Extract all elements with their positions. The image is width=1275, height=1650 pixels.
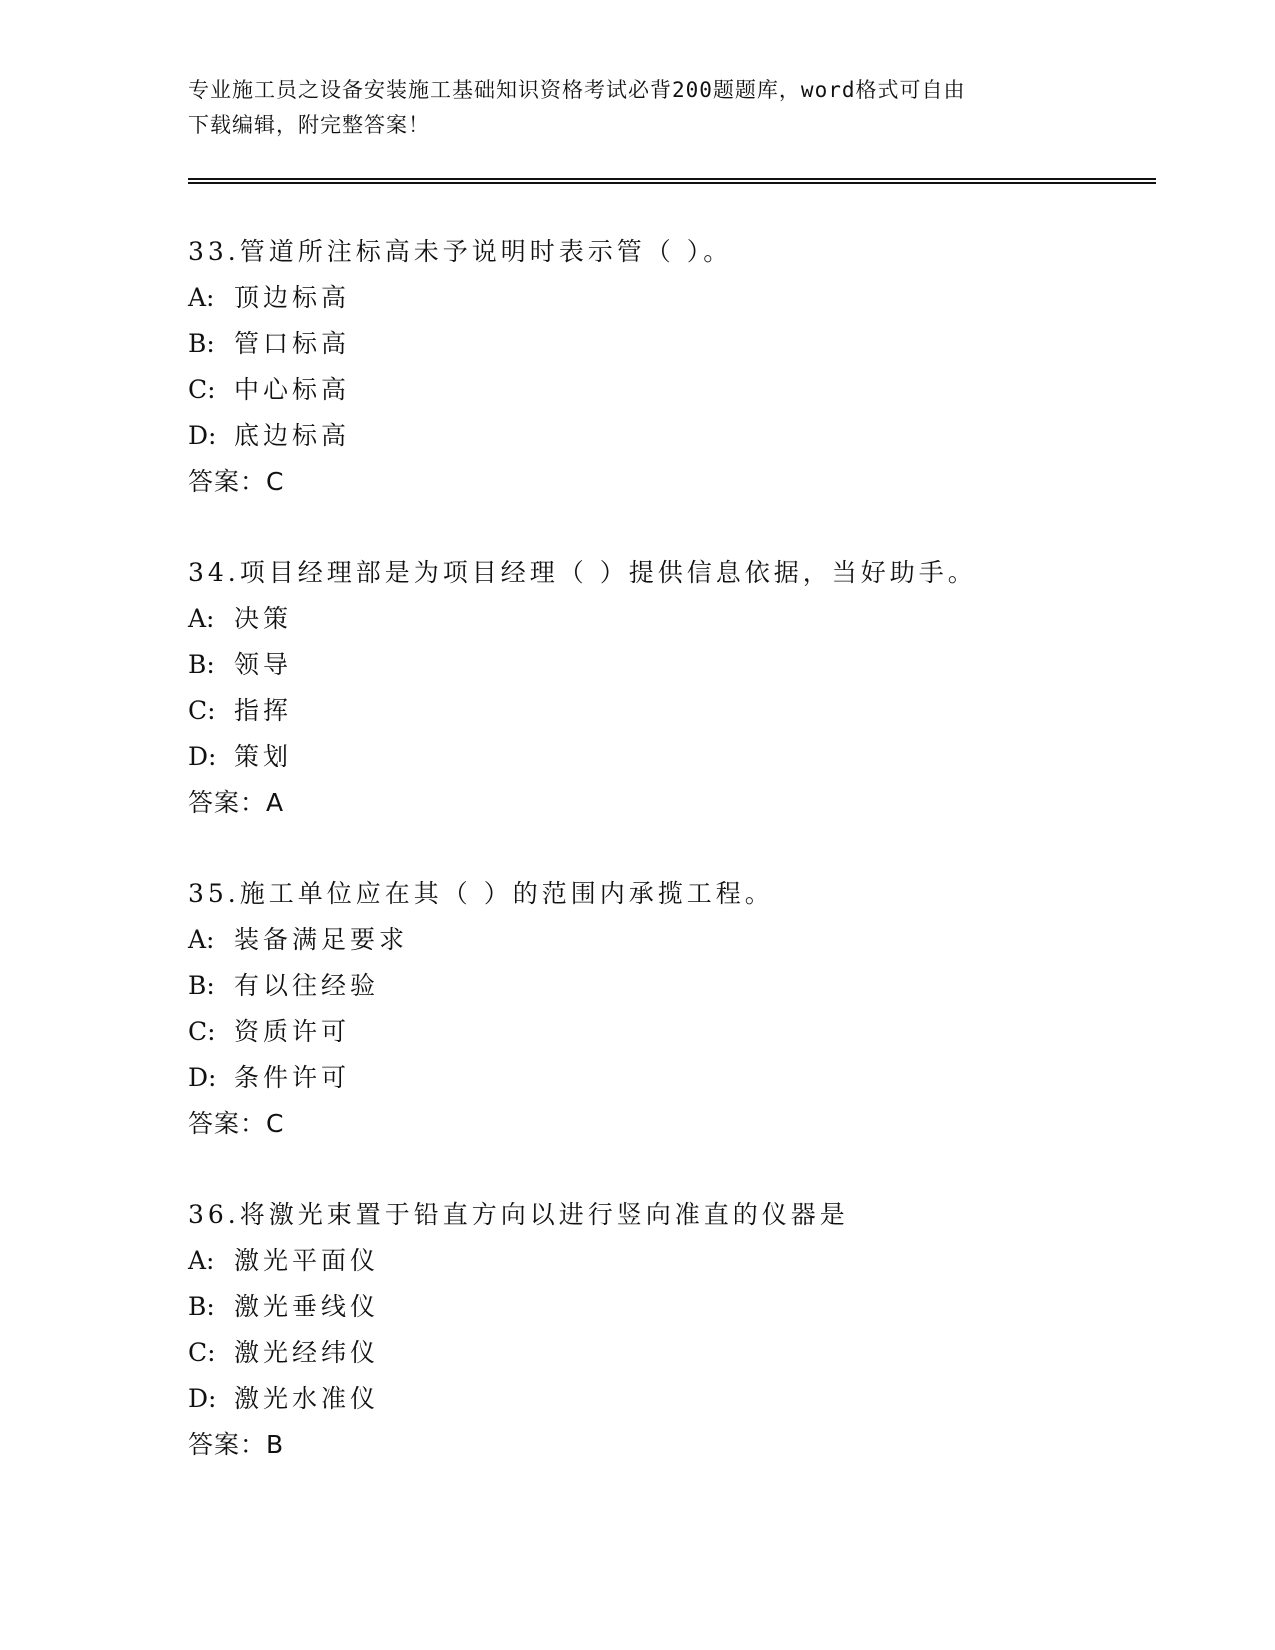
option-letter: D: [188,421,217,450]
header-line-2: 下载编辑，附完整答案！ [188,113,430,137]
option-b [188,642,1138,688]
option-text: 指挥 [234,696,293,725]
option-letter: C: [188,696,216,725]
option-text: 领导 [234,650,293,679]
question-block-33 [188,229,1138,505]
answer-line: 答案：B [188,1430,285,1459]
option-letter: D: [188,1063,217,1092]
header-double-rule [188,178,1156,184]
option-text: 条件许可 [234,1063,351,1092]
header-line-1: 专业施工员之设备安装施工基础知识资格考试必背200题题库，word格式可自由 [188,78,966,102]
option-text: 中心标高 [234,375,351,404]
option-d [188,734,1138,780]
option-letter: A: [188,925,215,954]
option-a [188,275,1138,321]
option-text: 决策 [234,604,293,633]
option-letter: B: [188,971,215,1000]
option-text: 装备满足要求 [234,925,409,954]
option-b [188,963,1138,1009]
option-text: 激光平面仪 [234,1246,380,1275]
option-letter: A: [188,1246,215,1275]
option-text: 有以往经验 [234,971,380,1000]
option-text: 策划 [234,742,293,771]
option-letter: A: [188,604,215,633]
answer-line: 答案：C [188,1109,285,1138]
option-text: 顶边标高 [234,283,351,312]
option-text: 激光经纬仪 [234,1338,380,1367]
option-a [188,596,1138,642]
answer-line: 答案：C [188,467,285,496]
option-letter: D: [188,1384,217,1413]
option-c [188,367,1138,413]
option-a [188,917,1138,963]
option-c [188,1330,1138,1376]
option-text: 资质许可 [234,1017,351,1046]
document-header [188,73,1088,143]
option-text: 激光水准仪 [234,1384,380,1413]
question-block-36 [188,1192,1138,1468]
option-d [188,1055,1138,1101]
option-letter: B: [188,1292,215,1321]
question-stem: 36.将激光束置于铅直方向以进行竖向准直的仪器是 [188,1200,849,1229]
option-b [188,321,1138,367]
answer-line: 答案：A [188,788,285,817]
option-letter: C: [188,375,216,404]
option-text: 管口标高 [234,329,351,358]
option-c [188,688,1138,734]
option-letter: D: [188,742,217,771]
option-c [188,1009,1138,1055]
option-letter: A: [188,283,215,312]
option-d [188,413,1138,459]
question-stem: 33.管道所注标高未予说明时表示管（ ）。 [188,237,733,266]
option-b [188,1284,1138,1330]
option-text: 激光垂线仪 [234,1292,380,1321]
option-letter: B: [188,650,215,679]
option-d [188,1376,1138,1422]
question-block-34 [188,550,1138,826]
option-a [188,1238,1138,1284]
option-letter: C: [188,1338,216,1367]
option-letter: B: [188,329,215,358]
option-text: 底边标高 [234,421,351,450]
question-stem: 34.项目经理部是为项目经理（ ）提供信息依据，当好助手。 [188,558,977,587]
option-letter: C: [188,1017,216,1046]
question-stem: 35.施工单位应在其（ ）的范围内承揽工程。 [188,879,774,908]
question-block-35 [188,871,1138,1147]
